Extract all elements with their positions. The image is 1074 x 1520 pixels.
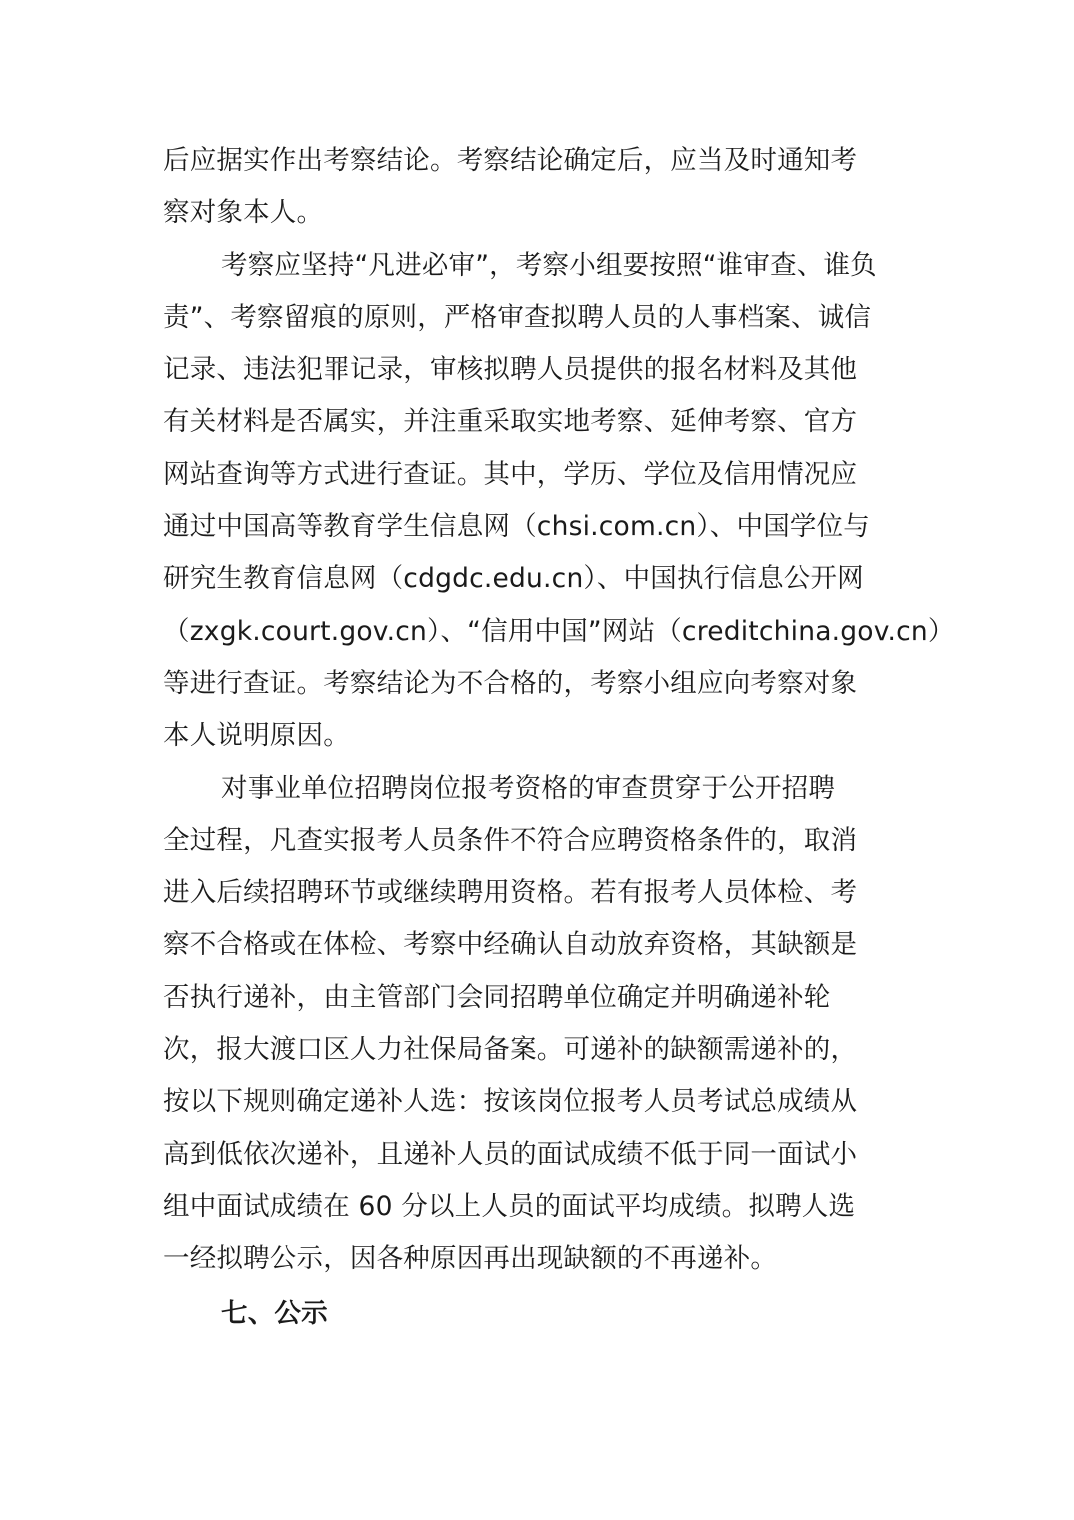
- section-heading: 七、公示: [221, 1297, 328, 1329]
- text-line: 通过中国高等教育学生信息网（chsi.com.cn）、中国学位与: [163, 511, 870, 543]
- text-line: 按以下规则确定递补人选：按该岗位报考人员考试总成绩从: [163, 1086, 858, 1118]
- text-line: 记录、违法犯罪记录，审核拟聘人员提供的报名材料及其他: [163, 354, 858, 386]
- text-line: 本人说明原因。: [163, 720, 350, 752]
- text-line: 察对象本人。: [163, 197, 324, 229]
- text-line: 研究生教育信息网（cdgdc.edu.cn）、中国执行信息公开网: [163, 563, 864, 595]
- paragraph-start: 考察应坚持“凡进必审”，考察小组要按照“谁审查、谁负: [221, 249, 877, 281]
- text-line: 后应据实作出考察结论。考察结论确定后，应当及时通知考: [163, 145, 858, 176]
- document-body: [163, 135, 955, 1340]
- text-line: 高到低依次递补，且递补人员的面试成绩不低于同一面试小: [163, 1138, 858, 1170]
- text-line: 全过程，凡查实报考人员条件不符合应聘资格条件的，取消: [163, 824, 858, 856]
- text-line: 一经拟聘公示，因各种原因再出现缺额的不再递补。: [163, 1243, 778, 1275]
- text-line: 网站查询等方式进行查证。其中，学历、学位及信用情况应: [163, 458, 858, 490]
- text-line: （zxgk.court.gov.cn）、“信用中国”网站（creditchina.gov.cn）: [163, 615, 955, 647]
- text-line: 次，报大渡口区人力社保局备案。可递补的缺额需递补的，: [163, 1034, 858, 1066]
- paragraph-start: 对事业单位招聘岗位报考资格的审查贯穿于公开招聘: [221, 772, 836, 804]
- text-line: 察不合格或在体检、考察中经确认自动放弃资格，其缺额是: [163, 929, 858, 961]
- text-line: 责”、考察留痕的原则，严格审查拟聘人员的人事档案、诚信: [163, 301, 872, 333]
- text-line: 有关材料是否属实，并注重采取实地考察、延伸考察、官方: [163, 406, 858, 438]
- text-line: 组中面试成绩在 60 分以上人员的面试平均成绩。拟聘人选: [163, 1190, 856, 1222]
- text-line: 否执行递补，由主管部门会同招聘单位确定并明确递补轮: [163, 981, 831, 1013]
- text-line: 等进行查证。考察结论为不合格的，考察小组应向考察对象: [163, 667, 858, 699]
- text-line: 进入后续招聘环节或继续聘用资格。若有报考人员体检、考: [163, 877, 858, 909]
